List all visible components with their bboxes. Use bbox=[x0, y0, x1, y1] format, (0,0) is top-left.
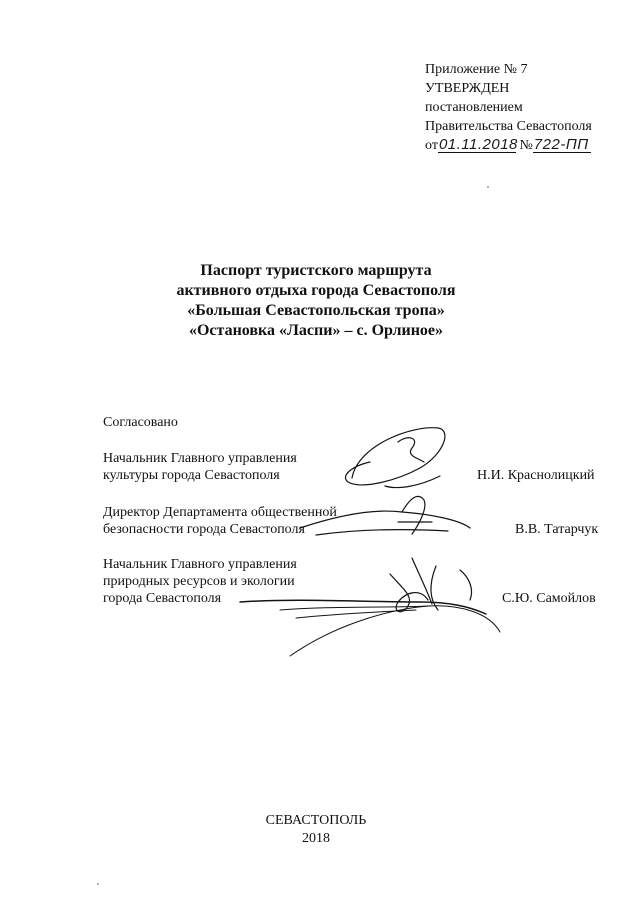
scan-speck bbox=[97, 883, 99, 885]
footer bbox=[0, 812, 632, 848]
approved-label: УТВЕРЖДЕН bbox=[425, 81, 510, 96]
title-line-4: «Остановка «Ласпи» – с. Орлиное» bbox=[188, 322, 444, 339]
signer-3-name: С.Ю. Самойлов bbox=[502, 591, 596, 606]
signer-1-name: Н.И. Краснолицкий bbox=[477, 468, 595, 483]
resolution-label: постановлением bbox=[425, 100, 523, 115]
scan-speck bbox=[487, 186, 489, 188]
document-title bbox=[0, 261, 632, 341]
signer-2-position: Директор Департамента общественной безопасности города Севастополя bbox=[103, 505, 337, 537]
footer-city: СЕВАСТОПОЛЬ bbox=[265, 813, 367, 828]
signer-1-position: Начальник Главного управления культуры города Севастополя bbox=[103, 451, 297, 483]
number-label: № bbox=[519, 138, 533, 153]
resolution-number: 722-ПП bbox=[533, 137, 591, 153]
from-label: от bbox=[425, 138, 438, 153]
title-line-1: Паспорт туристского маршрута bbox=[200, 262, 432, 279]
government-label: Правительства Севастополя bbox=[425, 119, 592, 134]
signer-3-position: Начальник Главного управления природных ресурсов и экологии города Севастополя bbox=[103, 557, 297, 606]
resolution-date: 01.11.2018 bbox=[438, 136, 518, 153]
agreed-heading: Согласовано bbox=[103, 415, 178, 430]
resolution-date-line bbox=[425, 136, 592, 155]
annex-number: Приложение № 7 bbox=[425, 62, 528, 77]
title-line-3: «Большая Севастопольская тропа» bbox=[187, 302, 445, 319]
signer-2-name: В.В. Татарчук bbox=[515, 522, 599, 537]
signature-1 bbox=[345, 428, 444, 488]
title-line-2: активного отдыха города Севастополя bbox=[176, 282, 456, 299]
footer-year: 2018 bbox=[302, 831, 330, 846]
approval-block bbox=[425, 60, 592, 155]
